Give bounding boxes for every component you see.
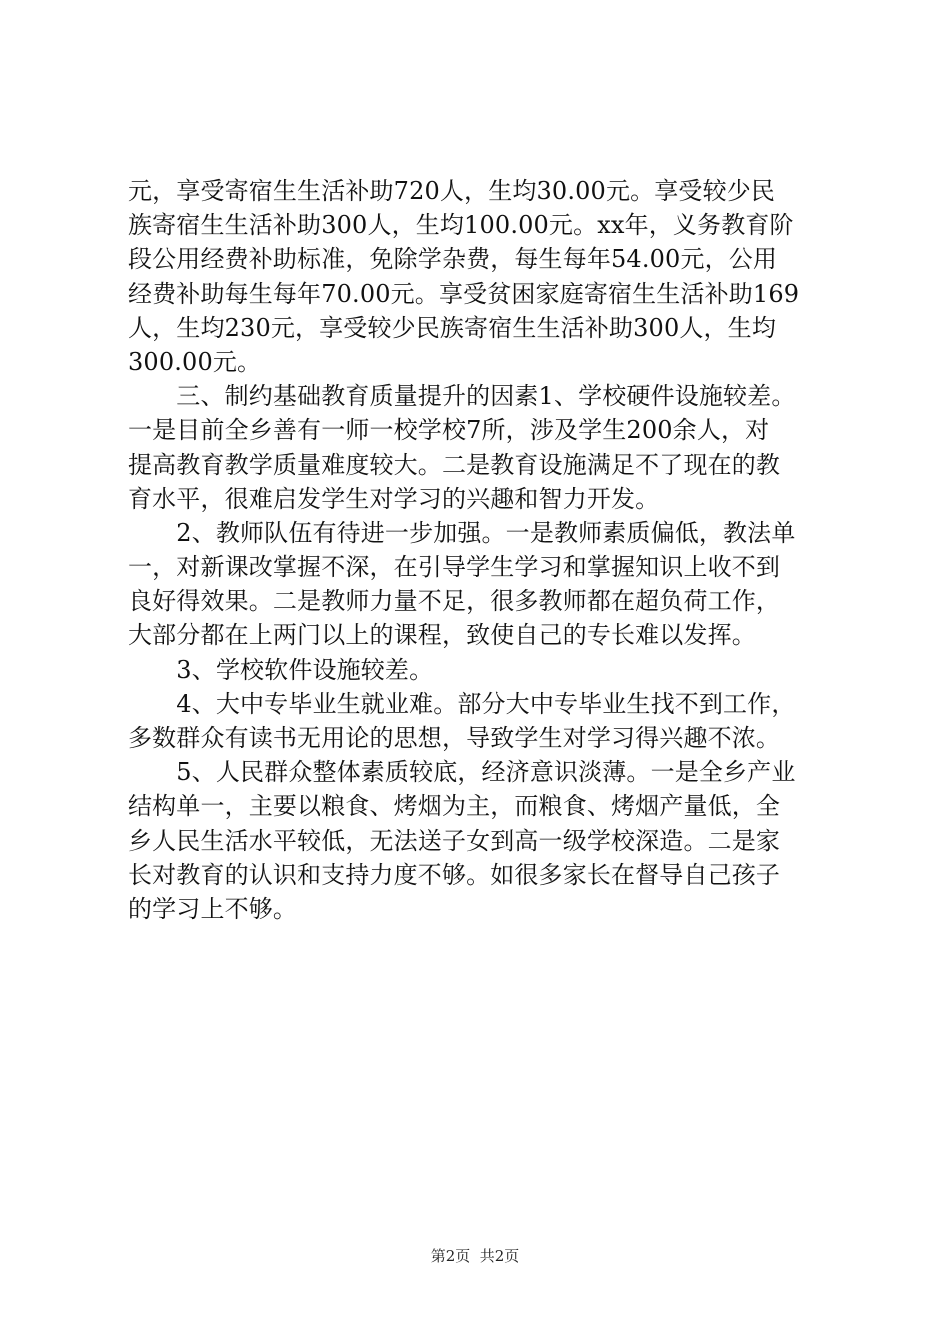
document-body: [128, 174, 838, 926]
text-line: 一，对新课改掌握不深，在引导学生学习和掌握知识上收不到: [128, 553, 781, 582]
text-line: 4、大中专毕业生就业难。部分大中专毕业生找不到工作，: [128, 689, 796, 718]
text-line: 良好得效果。二是教师力量不足，很多教师都在超负荷工作，: [128, 587, 781, 616]
page-number-footer: 第2页 共2页: [430, 1247, 520, 1265]
text-line: 的学习上不够。: [128, 894, 298, 923]
text-line: 经费补助每生每年70.00元。享受贫困家庭寄宿生生活补助169: [128, 279, 800, 308]
text-line: 一是目前全乡善有一师一校学校7所，涉及学生200余人，对: [128, 416, 770, 445]
text-line: 3、学校软件设施较差。: [128, 655, 434, 684]
text-line: 族寄宿生生活补助300人，生均100.00元。xx年，义务教育阶: [128, 211, 794, 240]
text-line: 5、人民群众整体素质较底，经济意识淡薄。一是全乡产业: [128, 758, 796, 787]
text-line: 三、制约基础教育质量提升的因素1、学校硬件设施较差。: [128, 382, 796, 411]
text-line: 乡人民生活水平较低，无法送子女到高一级学校深造。二是家: [128, 826, 781, 855]
text-line: 段公用经费补助标准，免除学杂费，每生每年54.00元，公用: [128, 245, 778, 274]
text-line: 长对教育的认识和支持力度不够。如很多家长在督导自己孩子: [128, 860, 781, 889]
text-line: 2、教师队伍有待进一步加强。一是教师素质偏低，教法单: [128, 518, 796, 547]
text-line: 300.00元。: [128, 347, 262, 376]
text-line: 元，享受寄宿生生活补助720人，生均30.00元。享受较少民: [128, 177, 776, 205]
text-line: 结构单一，主要以粮食、烤烟为主，而粮食、烤烟产量低，全: [128, 792, 781, 821]
text-line: 育水平，很难启发学生对学习的兴趣和智力开发。: [128, 484, 660, 513]
text-line: 提高教育教学质量难度较大。二是教育设施满足不了现在的教: [128, 450, 781, 479]
text-line: 大部分都在上两门以上的课程，致使自己的专长难以发挥。: [128, 621, 756, 650]
text-line: 多数群众有读书无用论的思想，导致学生对学习得兴趣不浓。: [128, 724, 781, 752]
text-line: 人，生均230元，享受较少民族寄宿生生活补助300人，生均: [128, 313, 776, 342]
